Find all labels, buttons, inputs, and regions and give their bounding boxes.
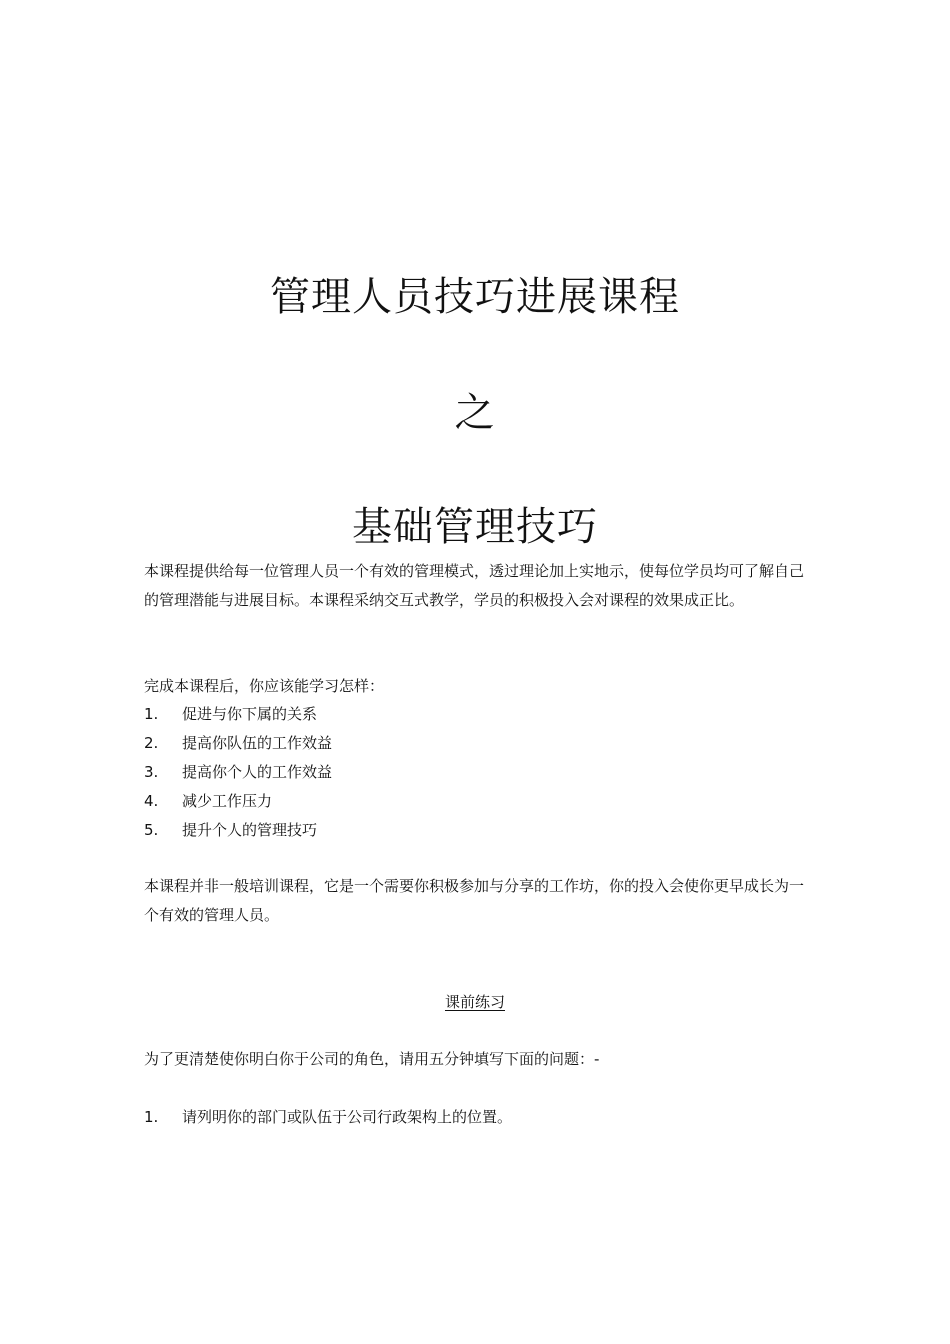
list-item-number: 5.	[144, 821, 159, 839]
list-item-text: 提高你队伍的工作效益	[182, 734, 333, 752]
list-item	[144, 1103, 806, 1132]
intro-paragraph: 本课程提供给每一位管理人员一个有效的管理模式，透过理论加上实地示，使每位学员均可了解自己的管理潜能与进展目标。本课程采纳交互式教学，学员的积极投入会对课程的效果成正比。	[144, 562, 805, 609]
list-item-text: 提升个人的管理技巧	[182, 821, 318, 839]
question-text: 请列明你的部门或队伍于公司行政架构上的位置。	[182, 1108, 513, 1126]
list-item	[144, 758, 806, 787]
objectives-list	[144, 700, 806, 845]
section-heading-text: 课前练习	[444, 993, 505, 1011]
section-heading	[0, 988, 950, 1017]
list-item-number: 4.	[144, 792, 159, 810]
questions-list	[144, 1103, 806, 1132]
course-subtitle: 基础管理技巧	[352, 504, 598, 550]
title-connector: 之	[454, 390, 496, 436]
list-item-number: 1.	[144, 705, 159, 723]
objectives-lead: 完成本课程后，你应该能学习怎样：	[144, 677, 385, 695]
list-item-number: 2.	[144, 734, 159, 752]
list-item	[144, 700, 806, 729]
list-item	[144, 787, 806, 816]
course-title: 管理人员技巧进展课程	[270, 274, 680, 320]
workshop-note: 本课程并非一般培训课程，它是一个需要你积极参加与分享的工作坊，你的投入会使你更早成长为一个有效的管理人员。	[144, 877, 805, 924]
list-item	[144, 816, 806, 845]
instructions-paragraph: 为了更清楚使你明白你于公司的角色，请用五分钟填写下面的问题：-	[144, 1050, 600, 1068]
list-item-text: 减少工作压力	[182, 792, 273, 810]
list-item-text: 促进与你下属的关系	[182, 705, 318, 723]
list-item	[144, 729, 806, 758]
list-item-number: 3.	[144, 763, 159, 781]
list-item-text: 提高你个人的工作效益	[182, 763, 333, 781]
question-number: 1.	[144, 1108, 159, 1126]
